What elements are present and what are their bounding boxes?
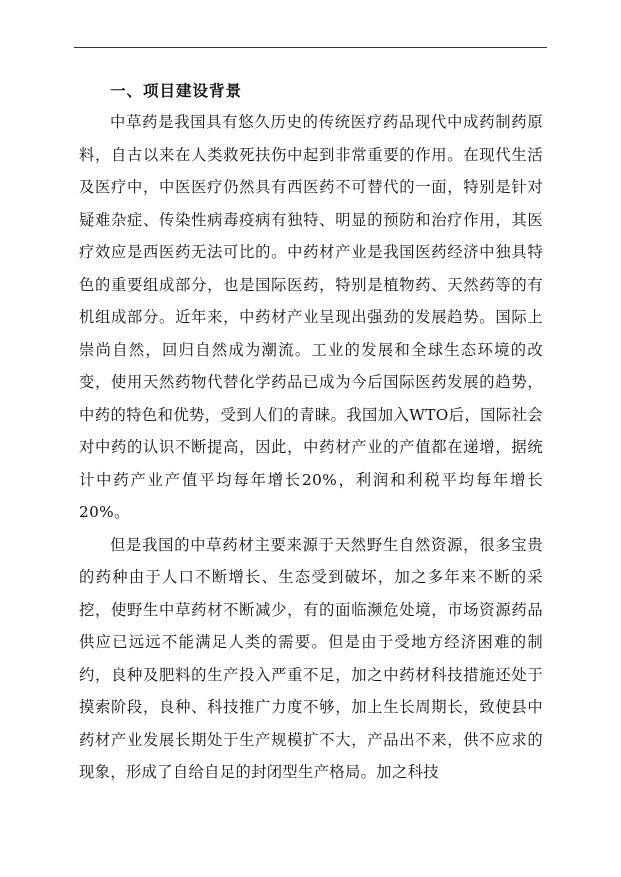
document-body [79, 76, 543, 789]
header-rule [74, 47, 547, 48]
section-heading: 一、项目建设背景 [110, 82, 243, 100]
paragraph-2: 但是我国的中草药材主要来源于天然野生自然资源，很多宝贵的药种由于人口不断增长、生态受到破坏，加之多年来不断的采挖，使野生中草药材不断减少，有的面临濒危处境，市场资源药品供应已远远不能满足人类的需要。但是由于受地方经济困难的制约，良种及肥料的生产投入严重不足，加之中药材科技措施还处于摸索阶段，良种、科技推广力度不够，加上生长周期长，致使县中药材产业发展长期处于生产规模扩不大，产品出不来，供不应求的现象，形成了自给自足的封闭型生产格局。加之科技 [79, 535, 543, 781]
paragraph-1: 中草药是我国具有悠久历史的传统医疗药品现代中成药制药原料，自古以来在人类救死扶伤中起到非常重要的作用。在现代生活及医疗中，中医医疗仍然具有西医药不可替代的一面，特别是针对疑难杂症、传染性病毒疫病有独特、明显的预防和治疗作用，其医疗效应是西医药无法可比的。中药材产业是我国医药经济中独具特色的重要组成部分，也是国际医药，特别是植物药、天然药等的有机组成部分。近年来，中药材产业呈现出强劲的发展趋势。国际上崇尚自然，回归自然成为潮流。工业的发展和全球生态环境的改变，使用天然药物代替化学药品已成为今后国际医药发展的趋势，中药的特色和优势，受到人们的青睐。我国加入WTO后，国际社会对中药的认识不断提高，因此，中药材产业的产值都在递增，据统计中药产业产值平均每年增长20%，利润和利税平均每年增长20%。 [79, 113, 543, 521]
